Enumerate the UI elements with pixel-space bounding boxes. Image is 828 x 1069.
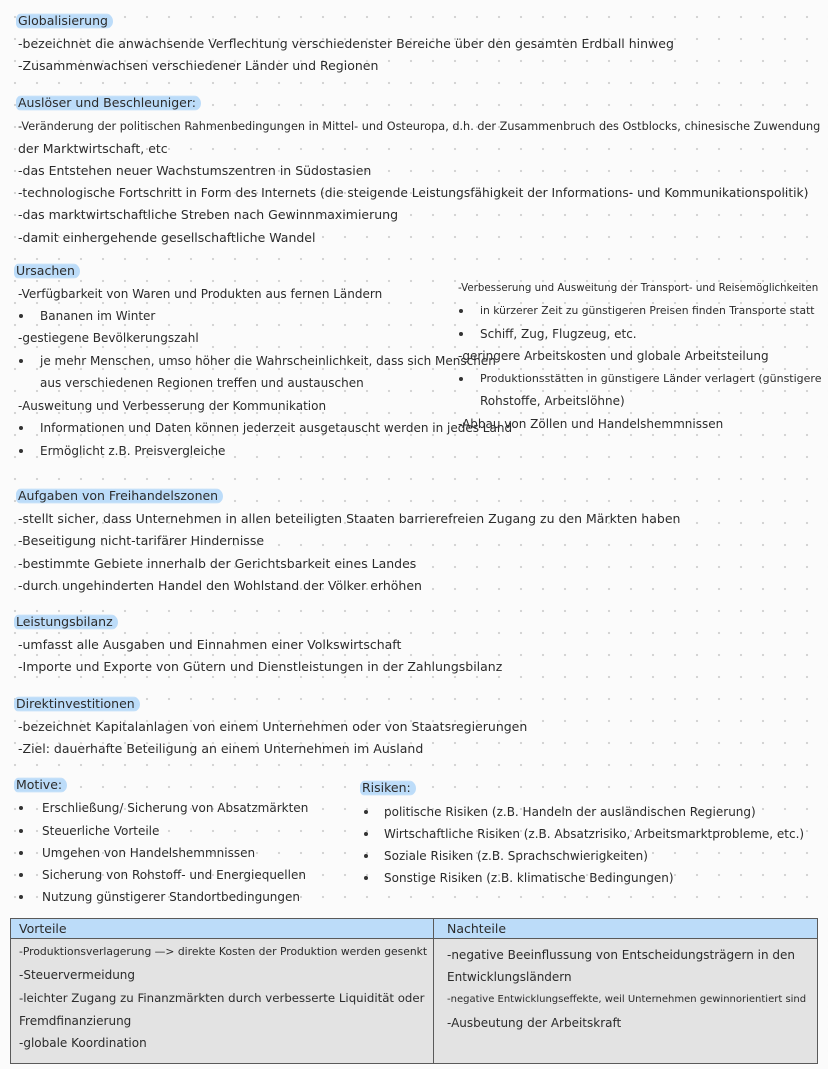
text-line: -bezeichnet Kapitalanlagen von einem Unternehmen oder von Staatsregierungen: [18, 719, 528, 734]
heading-direktinvestitionen: Direktinvestitionen: [14, 696, 140, 712]
bullet-icon: [364, 810, 368, 814]
text-line: -Veränderung der politischen Rahmenbedingungen in Mittel- und Osteuropa, d.h. der Zusammenbruch des Ostblocks, chinesische Zuwendung: [18, 120, 821, 133]
table-cell-line: -Steuervermeidung: [19, 968, 136, 982]
list-item: Umgehen von Handelshemmnissen: [42, 846, 256, 860]
heading-globalisierung: Globalisierung: [16, 13, 113, 29]
list-item: Sicherung von Rohstoff- und Energiequellen: [42, 868, 306, 882]
bullet-icon: [459, 332, 463, 336]
bullet-icon: [19, 829, 23, 833]
list-item: Soziale Risiken (z.B. Sprachschwierigkeiten): [384, 849, 648, 863]
text-line: -umfasst alle Ausgaben und Einnahmen einer Volkswirtschaft: [18, 637, 402, 652]
list-item: Bananen im Winter: [40, 309, 156, 323]
text-line: der Marktwirtschaft, etc: [18, 141, 168, 156]
table-cell-line: -negative Beeinflussung von Entscheidungsträgern in den: [447, 948, 795, 962]
text-line: -Ziel: dauerhafte Beteiligung an einem Unternehmen im Ausland: [18, 741, 424, 756]
bullet-icon: [459, 309, 463, 313]
list-item: Nutzung günstigerer Standortbedingungen: [42, 890, 301, 904]
table-header: [11, 919, 817, 939]
heading-risiken: Risiken:: [360, 780, 416, 796]
text-line: -Zusammenwachsen verschiedener Länder und Regionen: [18, 58, 379, 73]
table-cell-line: Fremdfinanzierung: [19, 1014, 132, 1028]
list-item: Informationen und Daten können jederzeit ausgetauscht werden in jedes Land: [40, 421, 513, 435]
list-item: Erschließung/ Sicherung von Absatzmärkten: [42, 801, 309, 815]
list-item: Wirtschaftliche Risiken (z.B. Absatzrisiko, Arbeitsmarktprobleme, etc.): [384, 827, 805, 841]
heading-ursachen: Ursachen: [14, 263, 80, 279]
table-cell-line: -globale Koordination: [19, 1036, 147, 1050]
table-cell-line: Entwicklungsländern: [447, 970, 572, 984]
text-line: -Ausweitung und Verbesserung der Kommunikation: [18, 399, 327, 413]
table-cell-line: -Ausbeutung der Arbeitskraft: [447, 1016, 622, 1030]
text-line: -Verbesserung und Ausweitung der Transport- und Reisemöglichkeiten: [458, 282, 819, 294]
list-item: Sonstige Risiken (z.B. klimatische Bedingungen): [384, 871, 674, 885]
bullet-icon: [459, 377, 463, 381]
text-line: -durch ungehinderten Handel den Wohlstand der Völker erhöhen: [18, 578, 422, 593]
heading-freihandelszonen: Aufgaben von Freihandelszonen: [16, 488, 223, 504]
list-item-continuation: Rohstoffe, Arbeitslöhne): [480, 394, 625, 408]
bullet-icon: [364, 832, 368, 836]
bullet-icon: [19, 314, 23, 318]
bullet-icon: [364, 876, 368, 880]
bullet-icon: [19, 806, 23, 810]
text-line: -Abbau von Zöllen und Handelshemmnissen: [458, 417, 724, 431]
bullet-icon: [19, 851, 23, 855]
text-line: -bestimmte Gebiete innerhalb der Gerichtsbarkeit eines Landes: [18, 556, 417, 571]
table-cell-line: -negative Entwicklungseffekte, weil Unternehmen gewinnorientiert sind: [447, 994, 807, 1005]
bullet-icon: [19, 449, 23, 453]
list-item-continuation: aus verschiedenen Regionen treffen und austauschen: [40, 376, 364, 390]
text-line: -technologische Fortschritt in Form des Internets (die steigende Leistungsfähigkeit der Informations- und Kommunikationspolitik): [18, 186, 809, 200]
heading-ausloeser: Auslöser und Beschleuniger:: [16, 95, 201, 111]
heading-motive: Motive:: [14, 777, 67, 793]
header-vorteile: Vorteile: [19, 921, 67, 936]
text-line: -gestiegene Bevölkerungszahl: [18, 331, 199, 345]
text-line: -das marktwirtschaftliche Streben nach Gewinnmaximierung: [18, 207, 399, 222]
text-line: -stellt sicher, dass Unternehmen in allen beteiligten Staaten barrierefreien Zugang zu den Märkten haben: [18, 511, 681, 526]
text-line: -Importe und Exporte von Gütern und Dienstleistungen in der Zahlungsbilanz: [18, 659, 503, 674]
heading-leistungsbilanz: Leistungsbilanz: [14, 614, 118, 630]
text-line: -Beseitigung nicht-tarifärer Hindernisse: [18, 533, 265, 548]
bullet-icon: [19, 359, 23, 363]
pros-cons-table: [10, 918, 818, 1064]
column-divider: [433, 919, 434, 1063]
bullet-icon: [364, 854, 368, 858]
text-line: -bezeichnet die anwachsende Verflechtung verschiedenster Bereiche über den gesamten Erdball hinweg: [18, 36, 674, 51]
text-line: -Verfügbarkeit von Waren und Produkten aus fernen Ländern: [18, 287, 383, 301]
list-item: Steuerliche Vorteile: [42, 824, 160, 838]
text-line: -das Entstehen neuer Wachstumszentren in Südostasien: [18, 163, 372, 178]
text-line: -geringere Arbeitskosten und globale Arbeitsteilung: [458, 349, 769, 363]
list-item: in kürzerer Zeit zu günstigeren Preisen finden Transporte statt: [480, 304, 815, 317]
table-cell-line: -Produktionsverlagerung —> direkte Kosten der Produktion werden gesenkt: [19, 945, 428, 958]
list-item: Produktionsstätten in günstigere Länder verlagert (günstigere: [480, 372, 822, 385]
table-cell-line: -leichter Zugang zu Finanzmärkten durch verbesserte Liquidität oder: [19, 991, 425, 1005]
list-item: je mehr Menschen, umso höher die Wahrscheinlichkeit, dass sich Menschen: [40, 354, 496, 368]
list-item: Schiff, Zug, Flugzeug, etc.: [480, 327, 637, 341]
bullet-icon: [19, 873, 23, 877]
bullet-icon: [19, 895, 23, 899]
header-nachteile: Nachteile: [447, 921, 507, 936]
list-item: politische Risiken (z.B. Handeln der ausländischen Regierung): [384, 805, 756, 819]
text-line: -damit einhergehende gesellschaftliche Wandel: [18, 230, 316, 245]
list-item: Ermöglicht z.B. Preisvergleiche: [40, 444, 226, 458]
bullet-icon: [19, 426, 23, 430]
